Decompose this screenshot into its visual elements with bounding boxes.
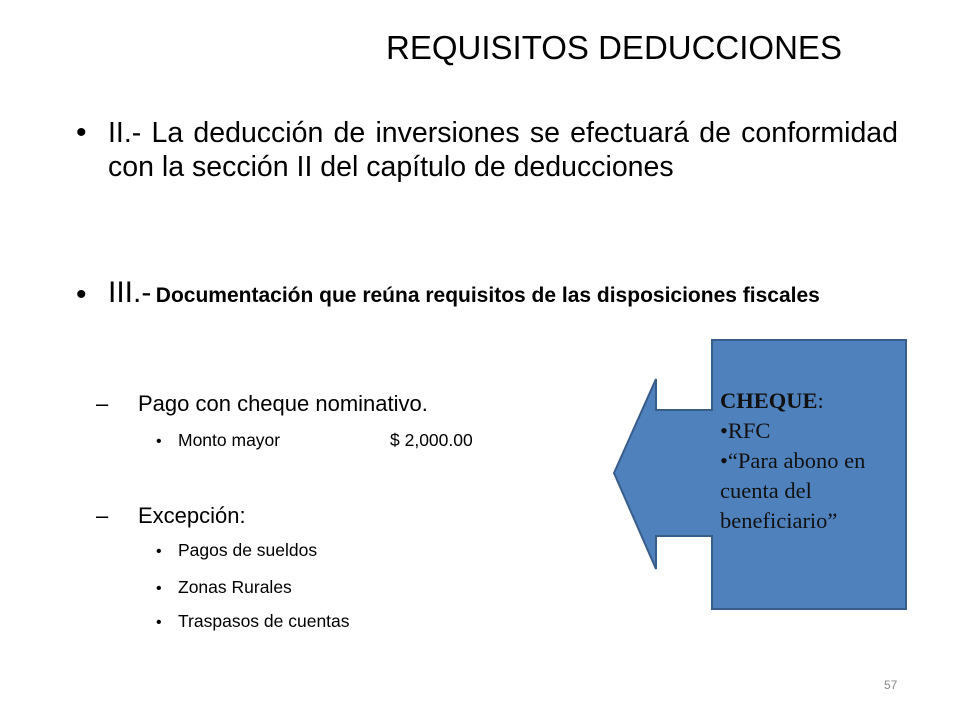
monto-amount: $ 2,000.00	[390, 430, 473, 450]
bullet-dot: •	[156, 580, 162, 597]
callout-text	[720, 386, 904, 536]
slide-title: REQUISITOS DEDUCCIONES	[386, 29, 842, 66]
bullet-inversiones: II.- La deducción de inversiones se efectuará de conformidad con la sección II del capítulo de deducciones	[108, 117, 898, 183]
callout-heading: CHEQUE	[720, 388, 818, 413]
bullet-dot: •	[156, 433, 162, 450]
callout-heading-line	[720, 386, 904, 416]
callout-item: •RFC	[720, 418, 771, 443]
callout-item-label: RFC	[727, 418, 771, 443]
excepcion-item-label: Zonas Rurales	[178, 577, 292, 597]
bullet-marker-1	[76, 116, 108, 150]
bullet-dot: •	[76, 278, 87, 311]
bullet-marker-2	[76, 278, 108, 312]
bullet-dot: •	[76, 116, 87, 149]
dash-marker: –	[96, 503, 109, 528]
bullet-documentacion-text: Documentación que reúna requisitos de las disposiciones fiscales	[155, 284, 820, 307]
bullet-dot: •	[156, 614, 162, 631]
page-number: 57	[884, 678, 898, 692]
excepcion-item	[156, 609, 350, 635]
sub-item-pago-cheque	[96, 390, 428, 418]
excepcion-item-label: Pagos de sueldos	[178, 540, 318, 560]
sub-item-label: Excepción:	[138, 503, 246, 528]
callout-colon: :	[817, 388, 824, 413]
monto-label: Monto mayor	[178, 430, 281, 450]
callout-item: •“Para abono en cuenta del beneficiario”	[720, 448, 866, 533]
bullet-dot: •	[156, 543, 162, 560]
sub-item-excepcion	[96, 502, 246, 530]
bullet-number: III.-	[108, 276, 152, 309]
excepcion-item	[156, 538, 317, 564]
excepcion-item	[156, 575, 292, 601]
bullet-documentacion	[108, 278, 898, 313]
sub-item-label: Pago con cheque nominativo.	[138, 391, 428, 416]
callout-item-label: “Para abono en cuenta del beneficiario”	[720, 448, 866, 533]
excepcion-item-label: Traspasos de cuentas	[178, 611, 350, 631]
monto-row	[156, 428, 473, 454]
dash-marker: –	[96, 391, 109, 416]
